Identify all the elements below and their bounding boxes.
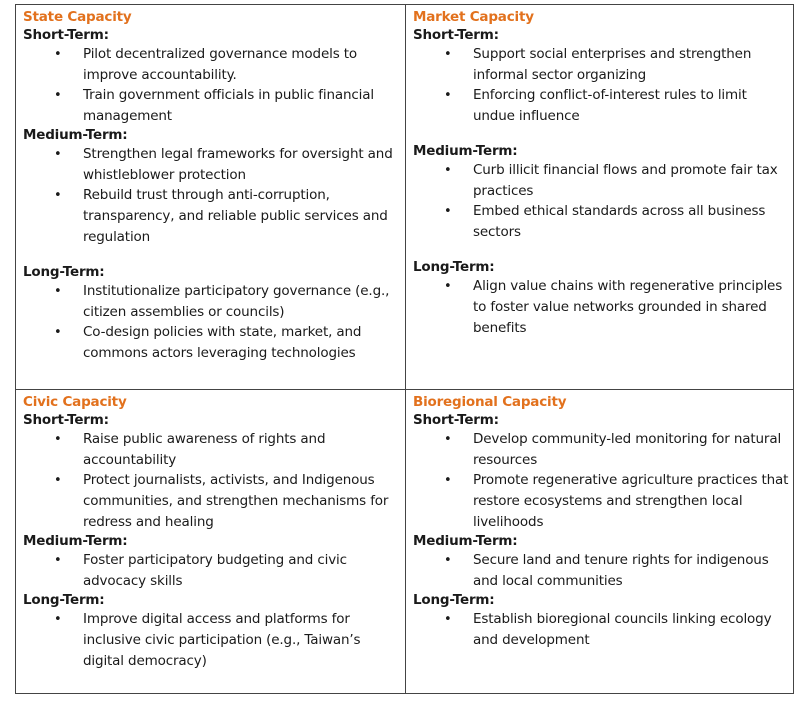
list-item: • Foster participatory budgeting and civic advocacy skills (23, 550, 405, 592)
list-item: • Institutionalize participatory governance (e.g., citizen assemblies or councils) (23, 281, 405, 323)
long-term-list (23, 609, 405, 672)
list-item: • Develop community-led monitoring for natural resources (413, 429, 794, 471)
market-capacity-cell (406, 5, 794, 389)
medium-term-list (23, 550, 405, 592)
list-item: • Protect journalists, activists, and Indigenous communities, and strengthen mechanisms for redress and healing (23, 470, 405, 533)
short-term-heading: Short-Term: (23, 412, 109, 428)
list-item: • Strengthen legal frameworks for oversight and whistleblower protection (23, 144, 405, 186)
short-term-list (23, 429, 405, 533)
long-term-list (413, 609, 794, 651)
list-item: • Train government officials in public financial management (23, 85, 405, 127)
list-item: • Co-design policies with state, market, and commons actors leveraging technologies (23, 322, 405, 364)
medium-term-heading: Medium-Term: (413, 143, 518, 159)
list-item: • Rebuild trust through anti-corruption, transparency, and reliable public services and regulation (23, 185, 405, 248)
list-item: • Raise public awareness of rights and accountability (23, 429, 405, 471)
short-term-heading: Short-Term: (413, 27, 499, 43)
bioregional-capacity-title: Bioregional Capacity (413, 394, 567, 410)
short-term-list (413, 44, 794, 127)
long-term-heading: Long-Term: (413, 592, 495, 608)
short-term-list (23, 44, 405, 127)
short-term-heading: Short-Term: (413, 412, 499, 428)
list-item: • Pilot decentralized governance models to improve accountability. (23, 44, 405, 86)
list-item: • Curb illicit financial flows and promote fair tax practices (413, 160, 794, 202)
medium-term-heading: Medium-Term: (413, 533, 518, 549)
market-capacity-title: Market Capacity (413, 9, 534, 25)
list-item: • Improve digital access and platforms for inclusive civic participation (e.g., Taiwan’s digital democracy) (23, 609, 405, 672)
state-capacity-cell (16, 5, 405, 389)
list-item: • Support social enterprises and strengthen informal sector organizing (413, 44, 794, 86)
list-item: • Embed ethical standards across all business sectors (413, 201, 794, 243)
capacity-table (15, 4, 794, 694)
list-item: • Enforcing conflict-of-interest rules to limit undue influence (413, 85, 794, 127)
bioregional-capacity-cell (406, 390, 794, 694)
civic-capacity-title: Civic Capacity (23, 394, 127, 410)
short-term-heading: Short-Term: (23, 27, 109, 43)
medium-term-list (413, 550, 794, 592)
long-term-heading: Long-Term: (23, 592, 105, 608)
long-term-heading: Long-Term: (23, 264, 105, 280)
medium-term-list (413, 160, 794, 243)
medium-term-list (23, 144, 405, 248)
list-item: • Establish bioregional councils linking ecology and development (413, 609, 794, 651)
list-item: • Promote regenerative agriculture practices that restore ecosystems and strengthen local livelihoods (413, 470, 794, 533)
short-term-list (413, 429, 794, 533)
civic-capacity-cell (16, 390, 405, 694)
long-term-list (413, 276, 794, 339)
state-capacity-title: State Capacity (23, 9, 132, 25)
long-term-list (23, 281, 405, 364)
long-term-heading: Long-Term: (413, 259, 495, 275)
list-item: • Secure land and tenure rights for indigenous and local communities (413, 550, 794, 592)
list-item: • Align value chains with regenerative principles to foster value networks grounded in shared benefits (413, 276, 794, 339)
medium-term-heading: Medium-Term: (23, 533, 128, 549)
medium-term-heading: Medium-Term: (23, 127, 128, 143)
